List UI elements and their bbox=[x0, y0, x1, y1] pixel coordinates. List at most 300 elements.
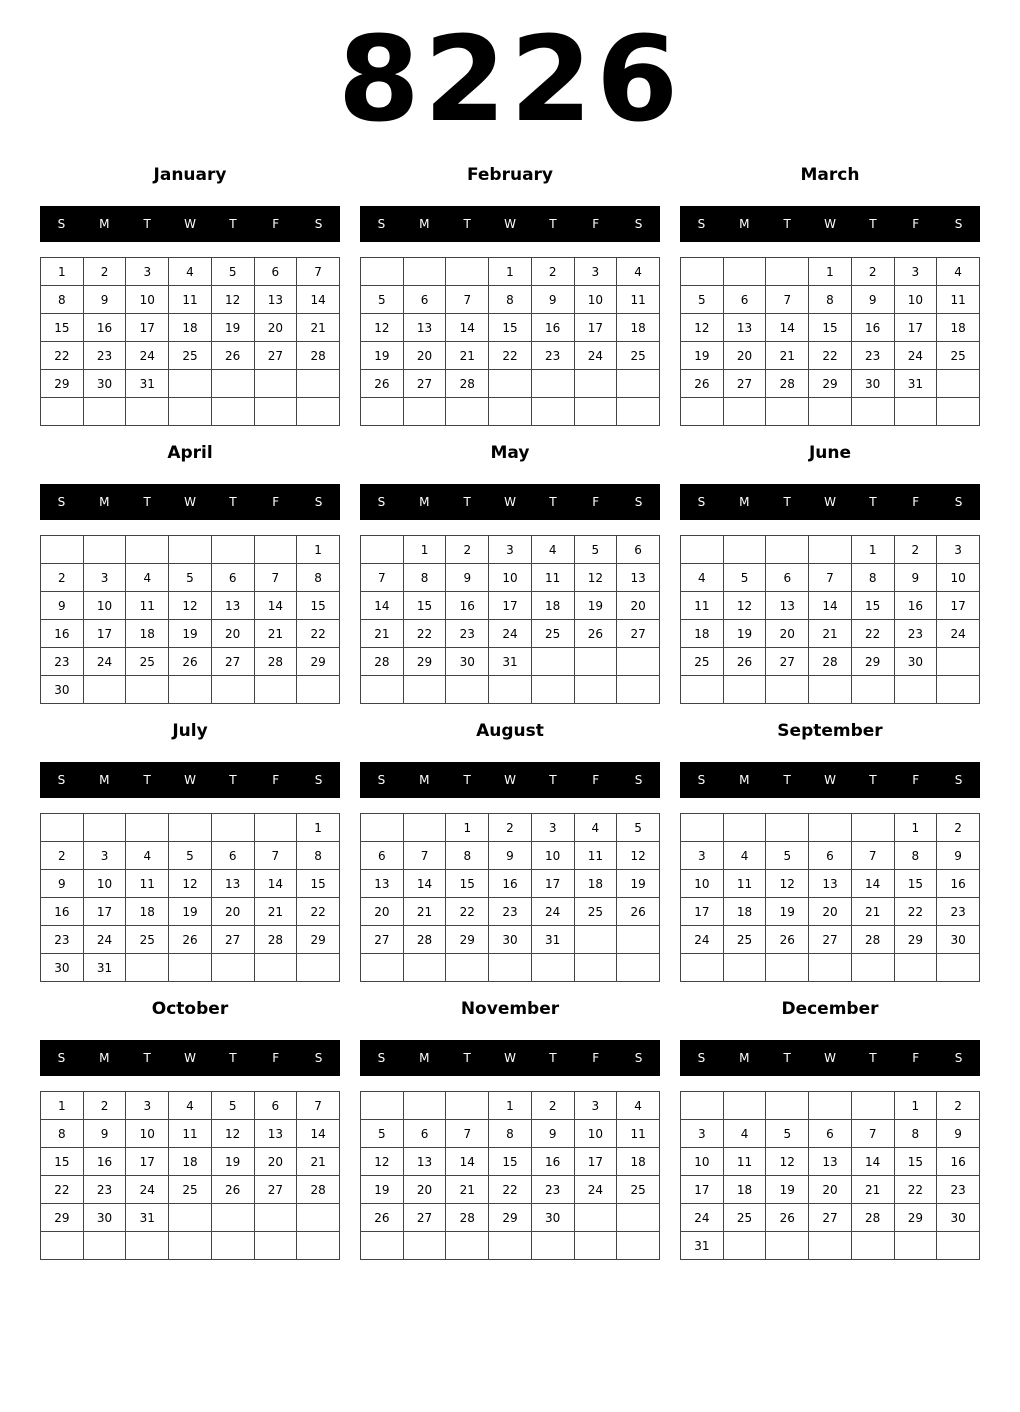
weekday-label: F bbox=[272, 1051, 280, 1065]
empty-cell bbox=[297, 954, 340, 982]
day-cell: 28 bbox=[361, 648, 404, 676]
day-cell: 5 bbox=[681, 286, 724, 314]
day-cell: 17 bbox=[489, 592, 532, 620]
week-row bbox=[681, 926, 980, 954]
day-cell: 10 bbox=[681, 870, 724, 898]
empty-cell bbox=[403, 676, 446, 704]
week-row bbox=[681, 286, 980, 314]
day-cell: 14 bbox=[446, 1148, 489, 1176]
empty-cell bbox=[531, 676, 574, 704]
weekday-label: T bbox=[463, 217, 471, 231]
day-cell: 23 bbox=[851, 342, 894, 370]
empty-cell bbox=[937, 954, 980, 982]
empty-cell bbox=[446, 258, 489, 286]
empty-cell bbox=[809, 536, 852, 564]
day-cell: 1 bbox=[297, 814, 340, 842]
day-cell: 24 bbox=[531, 898, 574, 926]
day-cell: 9 bbox=[83, 1120, 126, 1148]
day-cell: 12 bbox=[681, 314, 724, 342]
weekday-label: F bbox=[592, 495, 600, 509]
day-cell: 6 bbox=[254, 1092, 297, 1120]
day-cell: 4 bbox=[617, 258, 660, 286]
week-row bbox=[41, 954, 340, 982]
weekday-label: M bbox=[739, 773, 750, 787]
week-row bbox=[681, 536, 980, 564]
day-cell: 7 bbox=[446, 1120, 489, 1148]
day-cell: 8 bbox=[297, 564, 340, 592]
week-row bbox=[681, 1232, 980, 1260]
empty-cell bbox=[41, 398, 84, 426]
empty-cell bbox=[681, 536, 724, 564]
empty-cell bbox=[766, 398, 809, 426]
day-cell: 15 bbox=[894, 1148, 937, 1176]
day-cell: 22 bbox=[489, 1176, 532, 1204]
empty-cell bbox=[489, 676, 532, 704]
week-row bbox=[681, 676, 980, 704]
day-cell: 25 bbox=[937, 342, 980, 370]
empty-cell bbox=[574, 648, 617, 676]
day-cell: 10 bbox=[83, 592, 126, 620]
empty-cell bbox=[297, 398, 340, 426]
weekday-label: M bbox=[739, 1051, 750, 1065]
day-cell: 5 bbox=[361, 286, 404, 314]
day-cell: 30 bbox=[489, 926, 532, 954]
week-row bbox=[361, 1092, 660, 1120]
weekday-header bbox=[360, 762, 660, 798]
empty-cell bbox=[41, 536, 84, 564]
day-cell: 8 bbox=[894, 842, 937, 870]
day-cell: 6 bbox=[809, 1120, 852, 1148]
day-cell: 10 bbox=[531, 842, 574, 870]
day-cell: 24 bbox=[681, 1204, 724, 1232]
day-cell: 27 bbox=[617, 620, 660, 648]
week-row bbox=[681, 258, 980, 286]
day-cell: 4 bbox=[723, 842, 766, 870]
day-cell: 13 bbox=[254, 286, 297, 314]
empty-cell bbox=[361, 676, 404, 704]
day-cell: 1 bbox=[489, 1092, 532, 1120]
day-cell: 11 bbox=[937, 286, 980, 314]
week-row bbox=[41, 1204, 340, 1232]
weekday-label: S bbox=[377, 495, 386, 509]
week-row bbox=[41, 342, 340, 370]
weekday-label: F bbox=[912, 773, 920, 787]
day-cell: 19 bbox=[617, 870, 660, 898]
day-cell: 3 bbox=[574, 258, 617, 286]
empty-cell bbox=[403, 814, 446, 842]
day-cell: 14 bbox=[446, 314, 489, 342]
week-row bbox=[361, 398, 660, 426]
empty-cell bbox=[361, 398, 404, 426]
day-grid bbox=[40, 535, 340, 704]
empty-cell bbox=[617, 1232, 660, 1260]
empty-cell bbox=[681, 676, 724, 704]
day-cell: 22 bbox=[297, 898, 340, 926]
empty-cell bbox=[169, 1204, 212, 1232]
day-cell: 26 bbox=[361, 1204, 404, 1232]
day-cell: 16 bbox=[531, 1148, 574, 1176]
day-cell: 27 bbox=[723, 370, 766, 398]
day-cell: 24 bbox=[574, 1176, 617, 1204]
empty-cell bbox=[681, 398, 724, 426]
weekday-header bbox=[40, 1040, 340, 1076]
month-name: July bbox=[172, 721, 208, 741]
day-cell: 21 bbox=[766, 342, 809, 370]
day-grid bbox=[40, 1091, 340, 1260]
weekday-label: F bbox=[912, 495, 920, 509]
day-cell: 16 bbox=[83, 1148, 126, 1176]
empty-cell bbox=[681, 258, 724, 286]
empty-cell bbox=[894, 676, 937, 704]
day-cell: 16 bbox=[937, 1148, 980, 1176]
weekday-label: S bbox=[57, 1051, 66, 1065]
day-cell: 16 bbox=[851, 314, 894, 342]
day-cell: 29 bbox=[851, 648, 894, 676]
weekday-label: T bbox=[549, 1051, 557, 1065]
empty-cell bbox=[851, 1092, 894, 1120]
day-cell: 28 bbox=[297, 1176, 340, 1204]
empty-cell bbox=[446, 676, 489, 704]
month-name: February bbox=[466, 165, 554, 185]
day-cell: 17 bbox=[531, 870, 574, 898]
month-name: October bbox=[151, 999, 229, 1019]
day-cell: 4 bbox=[169, 258, 212, 286]
week-row bbox=[41, 1232, 340, 1260]
day-cell: 12 bbox=[169, 870, 212, 898]
day-cell: 22 bbox=[41, 342, 84, 370]
day-grid bbox=[680, 1091, 980, 1260]
day-cell: 18 bbox=[574, 870, 617, 898]
empty-cell bbox=[574, 398, 617, 426]
weekday-header bbox=[360, 1040, 660, 1076]
day-cell: 19 bbox=[211, 314, 254, 342]
day-cell: 13 bbox=[403, 314, 446, 342]
week-row bbox=[361, 814, 660, 842]
day-cell: 19 bbox=[211, 1148, 254, 1176]
week-row bbox=[41, 814, 340, 842]
day-cell: 20 bbox=[403, 342, 446, 370]
week-row bbox=[41, 648, 340, 676]
weekday-label: M bbox=[99, 1051, 110, 1065]
weekday-label: T bbox=[229, 1051, 237, 1065]
day-cell: 27 bbox=[809, 926, 852, 954]
day-cell: 24 bbox=[894, 342, 937, 370]
day-cell: 10 bbox=[126, 286, 169, 314]
day-cell: 3 bbox=[681, 1120, 724, 1148]
day-cell: 20 bbox=[766, 620, 809, 648]
weekday-label: W bbox=[504, 1051, 516, 1065]
month-april bbox=[40, 440, 340, 710]
weekday-label: W bbox=[184, 495, 196, 509]
empty-cell bbox=[937, 398, 980, 426]
weekday-label: S bbox=[314, 773, 323, 787]
day-cell: 19 bbox=[361, 342, 404, 370]
week-row bbox=[681, 1204, 980, 1232]
day-cell: 22 bbox=[446, 898, 489, 926]
weekday-label: S bbox=[634, 495, 643, 509]
empty-cell bbox=[531, 370, 574, 398]
day-cell: 19 bbox=[766, 898, 809, 926]
empty-cell bbox=[617, 926, 660, 954]
empty-cell bbox=[361, 814, 404, 842]
week-row bbox=[681, 1092, 980, 1120]
day-cell: 16 bbox=[937, 870, 980, 898]
week-row bbox=[41, 842, 340, 870]
empty-cell bbox=[169, 398, 212, 426]
day-cell: 22 bbox=[297, 620, 340, 648]
empty-cell bbox=[937, 1232, 980, 1260]
day-cell: 4 bbox=[617, 1092, 660, 1120]
week-row bbox=[41, 1120, 340, 1148]
day-cell: 12 bbox=[169, 592, 212, 620]
day-grid bbox=[680, 535, 980, 704]
empty-cell bbox=[809, 398, 852, 426]
weekday-label: T bbox=[869, 495, 877, 509]
day-cell: 17 bbox=[126, 1148, 169, 1176]
empty-cell bbox=[809, 1232, 852, 1260]
week-row bbox=[681, 620, 980, 648]
week-row bbox=[41, 592, 340, 620]
day-cell: 21 bbox=[297, 1148, 340, 1176]
weekday-label: F bbox=[272, 217, 280, 231]
weekday-label: M bbox=[99, 495, 110, 509]
day-cell: 25 bbox=[617, 1176, 660, 1204]
empty-cell bbox=[169, 954, 212, 982]
day-cell: 25 bbox=[681, 648, 724, 676]
day-cell: 8 bbox=[41, 286, 84, 314]
day-cell: 24 bbox=[937, 620, 980, 648]
day-cell: 3 bbox=[83, 842, 126, 870]
day-cell: 17 bbox=[83, 620, 126, 648]
day-cell: 27 bbox=[403, 1204, 446, 1232]
weekday-header bbox=[680, 762, 980, 798]
day-cell: 23 bbox=[937, 898, 980, 926]
day-cell: 7 bbox=[851, 842, 894, 870]
week-row bbox=[361, 1176, 660, 1204]
day-cell: 11 bbox=[617, 1120, 660, 1148]
empty-cell bbox=[723, 954, 766, 982]
weekday-header bbox=[680, 484, 980, 520]
day-cell: 16 bbox=[894, 592, 937, 620]
day-cell: 28 bbox=[446, 370, 489, 398]
month-name: November bbox=[460, 999, 560, 1019]
day-cell: 2 bbox=[83, 258, 126, 286]
day-cell: 31 bbox=[681, 1232, 724, 1260]
empty-cell bbox=[297, 676, 340, 704]
empty-cell bbox=[809, 1092, 852, 1120]
week-row bbox=[41, 564, 340, 592]
weekday-header bbox=[360, 206, 660, 242]
empty-cell bbox=[403, 1232, 446, 1260]
weekday-label: S bbox=[954, 1051, 963, 1065]
day-cell: 2 bbox=[489, 814, 532, 842]
empty-cell bbox=[297, 1204, 340, 1232]
weekday-label: W bbox=[824, 217, 836, 231]
day-cell: 11 bbox=[169, 1120, 212, 1148]
weekday-label: S bbox=[314, 217, 323, 231]
empty-cell bbox=[531, 648, 574, 676]
day-cell: 1 bbox=[894, 814, 937, 842]
month-june bbox=[680, 440, 980, 710]
day-cell: 16 bbox=[489, 870, 532, 898]
day-cell: 26 bbox=[766, 926, 809, 954]
empty-cell bbox=[254, 370, 297, 398]
empty-cell bbox=[489, 370, 532, 398]
day-cell: 29 bbox=[41, 1204, 84, 1232]
empty-cell bbox=[254, 536, 297, 564]
day-cell: 8 bbox=[851, 564, 894, 592]
empty-cell bbox=[531, 398, 574, 426]
weekday-label: W bbox=[504, 217, 516, 231]
week-row bbox=[681, 564, 980, 592]
day-cell: 28 bbox=[254, 926, 297, 954]
day-grid bbox=[40, 257, 340, 426]
weekday-label: S bbox=[634, 1051, 643, 1065]
month-january bbox=[40, 162, 340, 432]
day-cell: 24 bbox=[126, 1176, 169, 1204]
empty-cell bbox=[211, 536, 254, 564]
month-march bbox=[680, 162, 980, 432]
empty-cell bbox=[126, 814, 169, 842]
day-cell: 7 bbox=[254, 842, 297, 870]
weekday-label: T bbox=[783, 495, 791, 509]
day-cell: 19 bbox=[766, 1176, 809, 1204]
day-cell: 22 bbox=[851, 620, 894, 648]
empty-cell bbox=[297, 370, 340, 398]
day-cell: 11 bbox=[617, 286, 660, 314]
empty-cell bbox=[809, 954, 852, 982]
weekday-label: F bbox=[272, 495, 280, 509]
day-cell: 14 bbox=[809, 592, 852, 620]
year-title: 8226 bbox=[337, 10, 683, 148]
day-cell: 19 bbox=[681, 342, 724, 370]
day-cell: 23 bbox=[531, 1176, 574, 1204]
day-cell: 7 bbox=[851, 1120, 894, 1148]
empty-cell bbox=[211, 814, 254, 842]
day-cell: 20 bbox=[723, 342, 766, 370]
empty-cell bbox=[83, 398, 126, 426]
week-row bbox=[361, 536, 660, 564]
empty-cell bbox=[126, 536, 169, 564]
weekday-label: S bbox=[954, 495, 963, 509]
empty-cell bbox=[446, 398, 489, 426]
empty-cell bbox=[617, 954, 660, 982]
empty-cell bbox=[41, 1232, 84, 1260]
day-cell: 13 bbox=[211, 870, 254, 898]
weekday-label: M bbox=[419, 217, 430, 231]
day-cell: 18 bbox=[723, 1176, 766, 1204]
day-cell: 29 bbox=[446, 926, 489, 954]
day-cell: 17 bbox=[681, 1176, 724, 1204]
weekday-label: T bbox=[463, 495, 471, 509]
day-cell: 3 bbox=[531, 814, 574, 842]
day-cell: 21 bbox=[851, 898, 894, 926]
day-cell: 22 bbox=[894, 1176, 937, 1204]
day-cell: 4 bbox=[574, 814, 617, 842]
weekday-label: T bbox=[143, 217, 151, 231]
day-cell: 12 bbox=[617, 842, 660, 870]
empty-cell bbox=[254, 398, 297, 426]
day-cell: 24 bbox=[126, 342, 169, 370]
month-name: December bbox=[781, 999, 879, 1019]
day-cell: 8 bbox=[446, 842, 489, 870]
empty-cell bbox=[574, 954, 617, 982]
day-cell: 12 bbox=[574, 564, 617, 592]
empty-cell bbox=[894, 1232, 937, 1260]
day-cell: 7 bbox=[297, 258, 340, 286]
day-cell: 21 bbox=[254, 898, 297, 926]
empty-cell bbox=[681, 954, 724, 982]
day-cell: 23 bbox=[83, 1176, 126, 1204]
month-name: April bbox=[167, 443, 213, 463]
day-grid bbox=[40, 813, 340, 982]
day-cell: 6 bbox=[809, 842, 852, 870]
day-cell: 24 bbox=[574, 342, 617, 370]
week-row bbox=[361, 842, 660, 870]
day-cell: 6 bbox=[766, 564, 809, 592]
day-cell: 5 bbox=[723, 564, 766, 592]
day-cell: 1 bbox=[446, 814, 489, 842]
day-cell: 14 bbox=[297, 1120, 340, 1148]
day-cell: 2 bbox=[41, 842, 84, 870]
day-cell: 18 bbox=[723, 898, 766, 926]
empty-cell bbox=[169, 536, 212, 564]
week-row bbox=[41, 676, 340, 704]
day-cell: 11 bbox=[126, 592, 169, 620]
empty-cell bbox=[723, 814, 766, 842]
week-row bbox=[361, 1232, 660, 1260]
week-row bbox=[361, 954, 660, 982]
empty-cell bbox=[574, 1204, 617, 1232]
weekday-header bbox=[680, 206, 980, 242]
day-cell: 27 bbox=[211, 926, 254, 954]
weekday-label: S bbox=[377, 1051, 386, 1065]
day-cell: 5 bbox=[766, 842, 809, 870]
day-cell: 11 bbox=[126, 870, 169, 898]
day-cell: 7 bbox=[254, 564, 297, 592]
day-cell: 13 bbox=[809, 870, 852, 898]
week-row bbox=[361, 1204, 660, 1232]
day-cell: 23 bbox=[41, 926, 84, 954]
month-july bbox=[40, 718, 340, 988]
day-cell: 20 bbox=[809, 898, 852, 926]
weekday-label: M bbox=[739, 217, 750, 231]
weekday-label: W bbox=[824, 1051, 836, 1065]
weekday-label: T bbox=[549, 773, 557, 787]
day-cell: 27 bbox=[403, 370, 446, 398]
empty-cell bbox=[83, 1232, 126, 1260]
day-cell: 10 bbox=[574, 1120, 617, 1148]
weekday-label: F bbox=[592, 217, 600, 231]
week-row bbox=[41, 258, 340, 286]
day-cell: 20 bbox=[361, 898, 404, 926]
empty-cell bbox=[681, 1092, 724, 1120]
empty-cell bbox=[361, 1092, 404, 1120]
day-cell: 6 bbox=[403, 286, 446, 314]
day-cell: 31 bbox=[894, 370, 937, 398]
day-cell: 12 bbox=[361, 1148, 404, 1176]
day-cell: 3 bbox=[574, 1092, 617, 1120]
day-cell: 2 bbox=[937, 814, 980, 842]
empty-cell bbox=[766, 954, 809, 982]
day-cell: 27 bbox=[809, 1204, 852, 1232]
empty-cell bbox=[574, 926, 617, 954]
day-cell: 21 bbox=[254, 620, 297, 648]
day-cell: 18 bbox=[531, 592, 574, 620]
weekday-label: T bbox=[869, 217, 877, 231]
day-cell: 29 bbox=[489, 1204, 532, 1232]
day-cell: 25 bbox=[169, 1176, 212, 1204]
